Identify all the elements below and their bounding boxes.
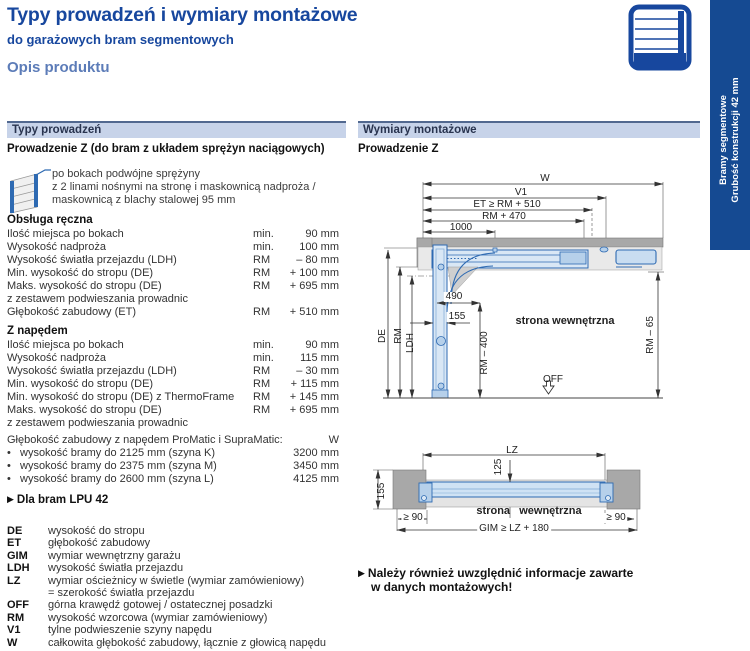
spec-label: Maks. wysokość do stropu (DE) — [7, 404, 162, 416]
spec-value — [287, 293, 339, 306]
triangle-bullet-icon: ▶ — [7, 494, 14, 504]
lpu42-note — [7, 494, 108, 506]
spec-label: wysokość bramy do 2600 mm (szyna L) — [20, 473, 214, 485]
legend-abbr: W — [7, 636, 18, 649]
legend-abbr: ET — [7, 537, 22, 550]
spec-label: Głębokość zabudowy z napędem ProMatic i SupraMatic: — [7, 434, 283, 446]
dim-rm400: RM – 400 — [479, 331, 490, 375]
dim-ldh: LDH — [405, 332, 416, 354]
spec-label: Wysokość nadproża — [7, 352, 106, 364]
table-row — [7, 280, 339, 293]
legend-abbr — [7, 587, 48, 599]
dim-de: DE — [377, 329, 388, 343]
table-row — [7, 404, 339, 417]
sidebar-line2: Grubość konstrukcji 42 mm — [730, 77, 741, 203]
dim-rm470: RM + 470 — [482, 211, 526, 222]
legend-text: całkowita głębokość zabudowy, łącznie z głowicą napędu — [48, 636, 327, 649]
legend-row — [7, 575, 343, 587]
table-row — [7, 254, 339, 267]
legend-row — [7, 525, 343, 537]
legend-row — [7, 637, 343, 649]
note-line: w danych montażowych! — [371, 580, 513, 594]
inner-side-label: strona wewnętrzna — [515, 315, 615, 327]
inner-plan-label: strona wewnętrzna — [476, 505, 582, 517]
sidebar-tab-text — [710, 15, 750, 265]
spec-label: Ilość miejsca po bokach — [7, 339, 124, 351]
legend-text: wysokość do stropu — [48, 525, 145, 537]
legend-abbr: LZ — [7, 574, 21, 587]
spec-value: + 695 mm — [289, 280, 339, 292]
left-section-header: Typy prowadzeń — [7, 121, 346, 138]
spec-ref: RM — [253, 254, 271, 266]
manual-table — [7, 228, 339, 319]
spec-value: 90 mm — [305, 339, 339, 351]
legend-row — [7, 624, 343, 636]
spec-label: Wysokość światła przejazdu (LDH) — [7, 254, 177, 266]
dim-rm: RM — [393, 328, 404, 344]
spec-ref: RM — [253, 404, 271, 416]
dim-lz: LZ — [506, 445, 518, 456]
spec-ref — [253, 417, 287, 430]
spec-value: 4125 mm — [293, 473, 339, 485]
legend-text: wysokość wzorcowa (wymiar zamówieniowy) — [48, 611, 268, 624]
legend-text: tylne podwieszenie szyny napędu — [48, 624, 212, 637]
track-description-line: z 2 linami nośnymi na stronę i maskownicą nadproża / — [52, 181, 316, 193]
lpu42-note-text: Dla bram LPU 42 — [16, 494, 109, 506]
spec-value: + 115 mm — [290, 378, 339, 390]
door-with-springs-icon — [7, 167, 51, 215]
spec-ref: min. — [253, 228, 274, 240]
table-row — [7, 306, 339, 319]
bullet: • — [7, 460, 11, 472]
page-title: Typy prowadzeń i wymiary montażowe — [7, 4, 358, 26]
table-row — [7, 365, 339, 378]
legend-text: wymiar wewnętrzny garażu — [48, 549, 181, 562]
track-description-line: po bokach podwójne sprężyny — [52, 168, 200, 180]
page-subtitle: do garażowych bram segmentowych — [7, 32, 234, 47]
legend-row — [7, 599, 343, 611]
dim-rm65: RM – 65 — [645, 316, 656, 354]
spec-ref: RM — [253, 267, 271, 279]
dim-490: 490 — [445, 291, 463, 302]
spec-ref: RM — [253, 280, 271, 292]
spec-value: – 80 mm — [296, 254, 339, 266]
table-row — [7, 241, 339, 254]
spec-ref: min. — [253, 352, 274, 364]
spec-ref: RM — [253, 306, 271, 318]
powered-table — [7, 339, 339, 430]
spec-label: wysokość bramy do 2125 mm (szyna K) — [20, 447, 216, 459]
legend-abbr: GIM — [7, 549, 28, 562]
dim-w: W — [540, 173, 550, 184]
left-subheader: Prowadzenie Z (do bram z układem sprężyn naciągowych) — [7, 143, 325, 155]
spec-label: Ilość miejsca po bokach — [7, 228, 124, 240]
spec-ref: RM — [253, 391, 271, 403]
powered-heading: Z napędem — [7, 325, 68, 337]
spec-label: z zestawem podwieszania prowadnic — [7, 417, 188, 429]
legend-abbr: DE — [7, 525, 23, 537]
spec-label: Głębokość zabudowy (ET) — [7, 306, 136, 318]
spec-value: – 30 mm — [296, 365, 339, 377]
spec-label: Maks. wysokość do stropu (DE) — [7, 280, 162, 292]
spec-ref: min. — [253, 241, 274, 253]
table-row — [7, 228, 339, 241]
legend-text: = szerokość światła przejazdu — [48, 587, 195, 600]
bullet: • — [7, 447, 11, 459]
manual-heading: Obsługa ręczna — [7, 214, 93, 226]
right-subheader: Prowadzenie Z — [358, 143, 439, 155]
spec-label: Wysokość nadproża — [7, 241, 106, 253]
legend-abbr: LDH — [7, 562, 30, 575]
spec-ref: RM — [253, 365, 271, 377]
spec-value: 3200 mm — [293, 447, 339, 459]
note-line — [358, 566, 633, 580]
side-view-drawing — [360, 172, 708, 432]
legend-row — [7, 587, 343, 599]
spec-label: Min. wysokość do stropu (DE) — [7, 267, 154, 279]
dim-et: ET ≥ RM + 510 — [473, 199, 541, 210]
depth-table — [7, 434, 339, 486]
dim-125: 125 — [493, 458, 504, 476]
spec-label: Min. wysokość do stropu (DE) — [7, 378, 154, 390]
abbreviation-legend — [7, 525, 343, 649]
dim-155: 155 — [448, 311, 466, 322]
spec-value: 100 mm — [299, 241, 339, 253]
dim-ge90-right: ≥ 90 — [606, 512, 626, 523]
sidebar-tab — [710, 0, 750, 250]
legend-row — [7, 562, 343, 574]
spec-value: 3450 mm — [293, 460, 339, 472]
note-text: Należy również uwzględnić informacje zawarte — [367, 566, 634, 580]
triangle-bullet-icon: ▶ — [358, 568, 365, 578]
spec-value: + 695 mm — [289, 404, 339, 416]
legend-text: górna krawędź gotowej / ostatecznej posadzki — [48, 599, 273, 612]
table-row — [7, 352, 339, 365]
right-section-header: Wymiary montażowe — [358, 121, 700, 138]
dim-v1: V1 — [514, 187, 528, 198]
legend-abbr: RM — [7, 611, 25, 624]
legend-abbr: OFF — [7, 599, 29, 612]
spec-label: z zestawem podwieszania prowadnic — [7, 293, 188, 305]
bullet: • — [7, 473, 11, 485]
table-row — [7, 378, 339, 391]
table-row — [7, 339, 339, 352]
dim-155-plan: 155 — [376, 482, 387, 500]
legend-row — [7, 537, 343, 549]
legend-abbr: V1 — [7, 624, 21, 637]
table-row — [7, 391, 339, 404]
spec-ref: min. — [253, 339, 274, 351]
spec-value: 115 mm — [300, 352, 339, 364]
page-section-label: Opis produktu — [7, 59, 110, 76]
track-description — [52, 168, 342, 207]
sidebar-line1: Bramy segmentowe — [718, 95, 729, 185]
mounting-data-note — [358, 566, 633, 594]
dim-ge90-left: ≥ 90 — [403, 512, 423, 523]
table-row — [7, 460, 339, 473]
spec-value: 90 mm — [305, 228, 339, 240]
track-description-line: maskownicą z blachy stalowej 95 mm — [52, 194, 236, 206]
table-row — [7, 293, 339, 306]
spec-value: + 100 mm — [289, 267, 339, 279]
table-row — [7, 417, 339, 430]
legend-text: wymiar ościeżnicy w świetle (wymiar zamówieniowy) — [48, 574, 305, 587]
spec-label: wysokość bramy do 2375 mm (szyna M) — [20, 460, 217, 472]
table-row — [7, 267, 339, 280]
legend-row — [7, 550, 343, 562]
spec-ref — [253, 293, 287, 306]
spec-ref: RM — [253, 378, 271, 390]
spec-label: Min. wysokość do stropu (DE) z ThermoFrame — [7, 391, 235, 403]
spec-value: + 145 mm — [289, 391, 339, 403]
sectional-door-icon — [628, 4, 692, 71]
legend-text: głębokość zabudowy — [48, 537, 151, 550]
spec-value: W — [328, 434, 339, 446]
legend-text: wysokość światła przejazdu — [48, 562, 184, 575]
dim-1000: 1000 — [449, 222, 473, 233]
table-row — [7, 434, 339, 447]
legend-row — [7, 612, 343, 624]
spec-value — [287, 417, 339, 430]
table-row — [7, 473, 339, 486]
dim-off: OFF — [543, 374, 563, 385]
spec-value: + 510 mm — [289, 306, 339, 318]
dim-gim: GIM ≥ LZ + 180 — [479, 523, 549, 534]
table-row — [7, 447, 339, 460]
spec-label: Wysokość światła przejazdu (LDH) — [7, 365, 177, 377]
